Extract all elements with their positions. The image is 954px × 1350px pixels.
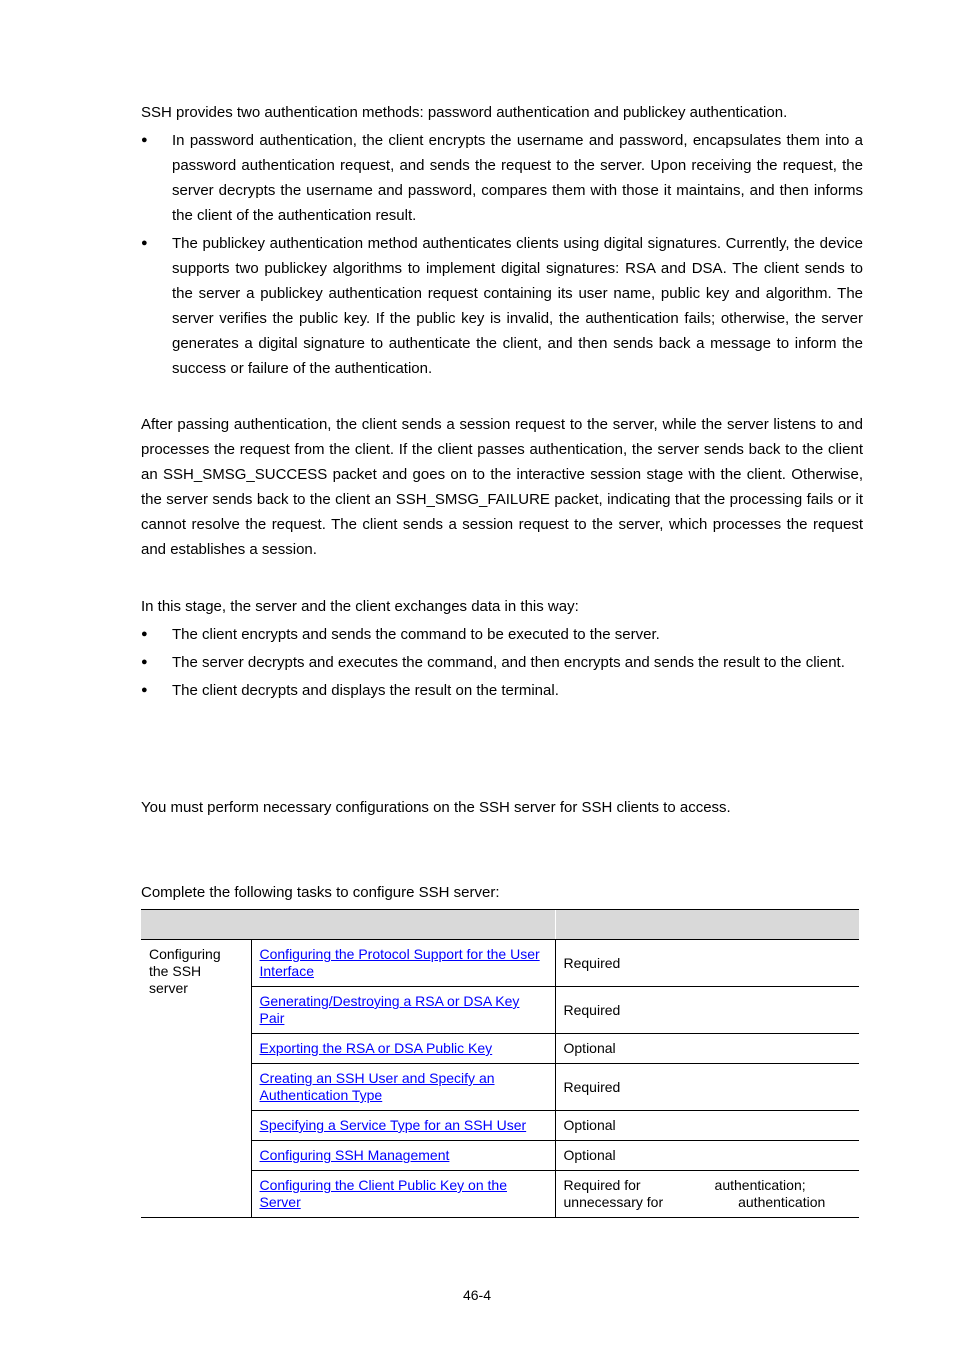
task-cell (251, 1171, 555, 1218)
header-task (141, 910, 555, 940)
bullet-icon: ● (141, 628, 148, 640)
interactive-intro: In this stage, the server and the client exchanges data in this way: (141, 598, 579, 615)
auth-methods-list (141, 128, 863, 384)
remark-cell: Required (555, 940, 859, 987)
bullet-icon: ● (141, 684, 148, 696)
task-link[interactable]: Specifying a Service Type for an SSH User (259, 1117, 527, 1133)
task-cell (251, 1111, 555, 1141)
task-link[interactable]: Generating/Destroying a RSA or DSA Key Pair (259, 993, 520, 1026)
task-link[interactable]: Configuring SSH Management (259, 1147, 450, 1163)
bullet-icon: ● (141, 134, 148, 146)
tasks-intro: Complete the following tasks to configure SSH server: (141, 884, 500, 901)
task-cell (251, 987, 555, 1034)
table-row (141, 940, 859, 987)
remark-cell: Optional (555, 1111, 859, 1141)
session-paragraph: After passing authentication, the client sends a session request to the server, while the server listens to and processes the request from the client. If the client passes authentication, the server sends back to the client an SSH_SMSG_SUCCESS packet and goes on to the interactive session stage with the client. Otherwise, the server sends back to the client an SSH_SMSG_FAILURE packet, indicating that the processing fails or it cannot resolve the request. The client sends a session request to the server, which processes the request and establishes a session. (141, 416, 863, 558)
list-item: ● The publickey authentication method authenticates clients using digital signatures. Currently, the device supports two publickey algorithms to implement digital signatures: RSA and DSA. The client sends to the server a publickey authentication request containing its user name, public key and algorithm. The server verifies the public key. If the public key is invalid, the authentication fails; otherwise, the server generates a digital signature to authenticate the client, and then sends back a message to inform the success or failure of the authentication. (141, 231, 863, 381)
bullet-icon: ● (141, 656, 148, 668)
remark-line: Required for authentication; (563, 1177, 806, 1193)
tasks-table (141, 909, 859, 1218)
bullet-icon: ● (141, 237, 148, 249)
task-link[interactable]: Creating an SSH User and Specify an Authentication Type (259, 1070, 495, 1103)
task-group-label: Configuring the SSH server (141, 940, 251, 1218)
remark-cell: Optional (555, 1034, 859, 1064)
task-cell (251, 940, 555, 987)
remark-cell: Required (555, 1064, 859, 1111)
remark-cell: Optional (555, 1141, 859, 1171)
list-item: ● The server decrypts and executes the command, and then encrypts and sends the result to the client. (141, 650, 863, 675)
list-item: ● The client encrypts and sends the command to be executed to the server. (141, 622, 863, 647)
task-cell (251, 1034, 555, 1064)
header-remarks (555, 910, 859, 940)
task-cell (251, 1141, 555, 1171)
server-config-paragraph: You must perform necessary configurations on the SSH server for SSH clients to access. (141, 799, 731, 816)
list-item: ● The client decrypts and displays the result on the terminal. (141, 678, 863, 703)
remark-cell (555, 1171, 859, 1218)
task-cell (251, 1064, 555, 1111)
task-link[interactable]: Configuring the Protocol Support for the User Interface (259, 946, 540, 979)
task-link[interactable]: Exporting the RSA or DSA Public Key (259, 1040, 493, 1056)
interactive-list (141, 622, 863, 706)
auth-intro: SSH provides two authentication methods: password authentication and publickey authentication. (141, 104, 788, 121)
list-item: ● In password authentication, the client encrypts the username and password, encapsulates them into a password authentication request, and sends the request to the server. Upon receiving the request, the server decrypts the username and password, compares them with those it maintains, and then informs the client of the authentication result. (141, 128, 863, 228)
page-number: 46-4 (462, 1287, 492, 1303)
remark-line: unnecessary for authentication (563, 1194, 826, 1210)
task-link[interactable]: Configuring the Client Public Key on the Server (259, 1177, 507, 1210)
remark-cell: Required (555, 987, 859, 1034)
table-header-row (141, 910, 859, 940)
